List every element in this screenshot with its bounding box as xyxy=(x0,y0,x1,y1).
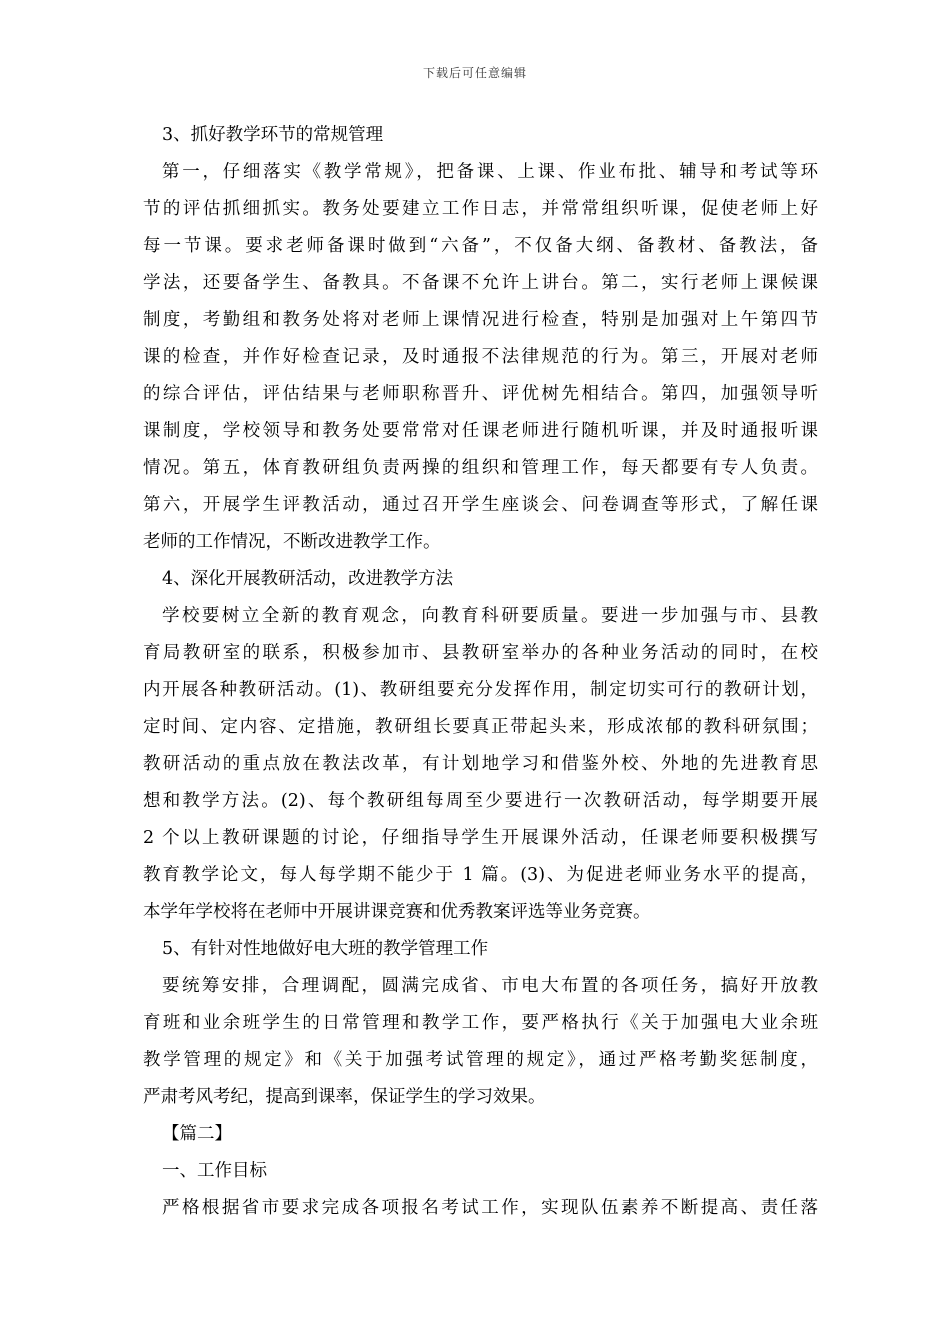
text-line: 教育教学论文，每人每学期不能少于 1 篇。(3)、为促进老师业务水平的提高， xyxy=(143,865,818,885)
text-line: 制度，考勤组和教务处将对老师上课情况进行检查，特别是加强对上午第四节 xyxy=(143,310,818,330)
text-line: 5、有针对性地做好电大班的教学管理工作 xyxy=(162,939,489,959)
text-line: 2 个以上教研课题的讨论，仔细指导学生开展课外活动，任课老师要积极撰写 xyxy=(143,828,818,848)
text-line: 要统筹安排，合理调配，圆满完成省、市电大布置的各项任务，搞好开放教 xyxy=(162,976,818,996)
text-line: 严格根据省市要求完成各项报名考试工作，实现队伍素养不断提高、责任落 xyxy=(162,1198,818,1218)
text-line: 严肃考风考纪，提高到课率，保证学生的学习效果。 xyxy=(143,1087,546,1107)
text-line: 的综合评估，评估结果与老师职称晋升、评优树先相结合。第四，加强领导听 xyxy=(143,384,818,404)
text-line: 定时间、定内容、定措施，教研组长要真正带起头来，形成浓郁的教科研氛围； xyxy=(143,717,818,737)
text-line: 育局教研室的联系，积极参加市、县教研室举办的各种业务活动的同时，在校 xyxy=(143,643,818,663)
text-line: 情况。第五，体育教研组负责两操的组织和管理工作，每天都要有专人负责。 xyxy=(143,458,818,478)
text-line: 教研活动的重点放在教法改革，有计划地学习和借鉴外校、外地的先进教育思 xyxy=(143,754,818,774)
text-line: 每一节课。要求老师备课时做到“六备”，不仅备大纲、备教材、备教法，备 xyxy=(143,236,818,256)
document-body xyxy=(143,117,818,1227)
text-line: 一、工作目标 xyxy=(162,1161,267,1181)
text-line: 本学年学校将在老师中开展讲课竞赛和优秀教案评选等业务竞赛。 xyxy=(143,902,651,922)
text-line: 第六，开展学生评教活动，通过召开学生座谈会、问卷调查等形式，了解任课 xyxy=(143,495,818,515)
text-line: 学法，还要备学生、备教具。不备课不允许上讲台。第二，实行老师上课候课 xyxy=(143,273,818,293)
text-line: 学校要树立全新的教育观念，向教育科研要质量。要进一步加强与市、县教 xyxy=(162,606,818,626)
page-header: 下载后可任意编辑 xyxy=(422,66,527,80)
text-line: 节的评估抓细抓实。教务处要建立工作日志，并常常组织听课，促使老师上好 xyxy=(143,199,818,219)
text-line: 内开展各种教研活动。(1)、教研组要充分发挥作用，制定切实可行的教研计划， xyxy=(143,680,818,700)
text-line: 育班和业余班学生的日常管理和教学工作，要严格执行《关于加强电大业余班 xyxy=(143,1013,818,1033)
text-line: 4、深化开展教研活动，改进教学方法 xyxy=(162,569,454,589)
text-line: 3、抓好教学环节的常规管理 xyxy=(162,125,384,145)
text-line: 课的检查，并作好检查记录，及时通报不法律规范的行为。第三，开展对老师 xyxy=(143,347,818,367)
text-line: 【篇二】 xyxy=(162,1124,232,1144)
text-line: 第一，仔细落实《教学常规》，把备课、上课、作业布批、辅导和考试等环 xyxy=(162,162,818,182)
text-line: 课制度，学校领导和教务处要常常对任课老师进行随机听课，并及时通报听课 xyxy=(143,421,818,441)
text-line: 想和教学方法。(2)、每个教研组每周至少要进行一次教研活动，每学期要开展 xyxy=(143,791,818,811)
text-line: 老师的工作情况，不断改进教学工作。 xyxy=(143,532,441,552)
text-line: 教学管理的规定》和《关于加强考试管理的规定》，通过严格考勤奖惩制度， xyxy=(143,1050,818,1070)
